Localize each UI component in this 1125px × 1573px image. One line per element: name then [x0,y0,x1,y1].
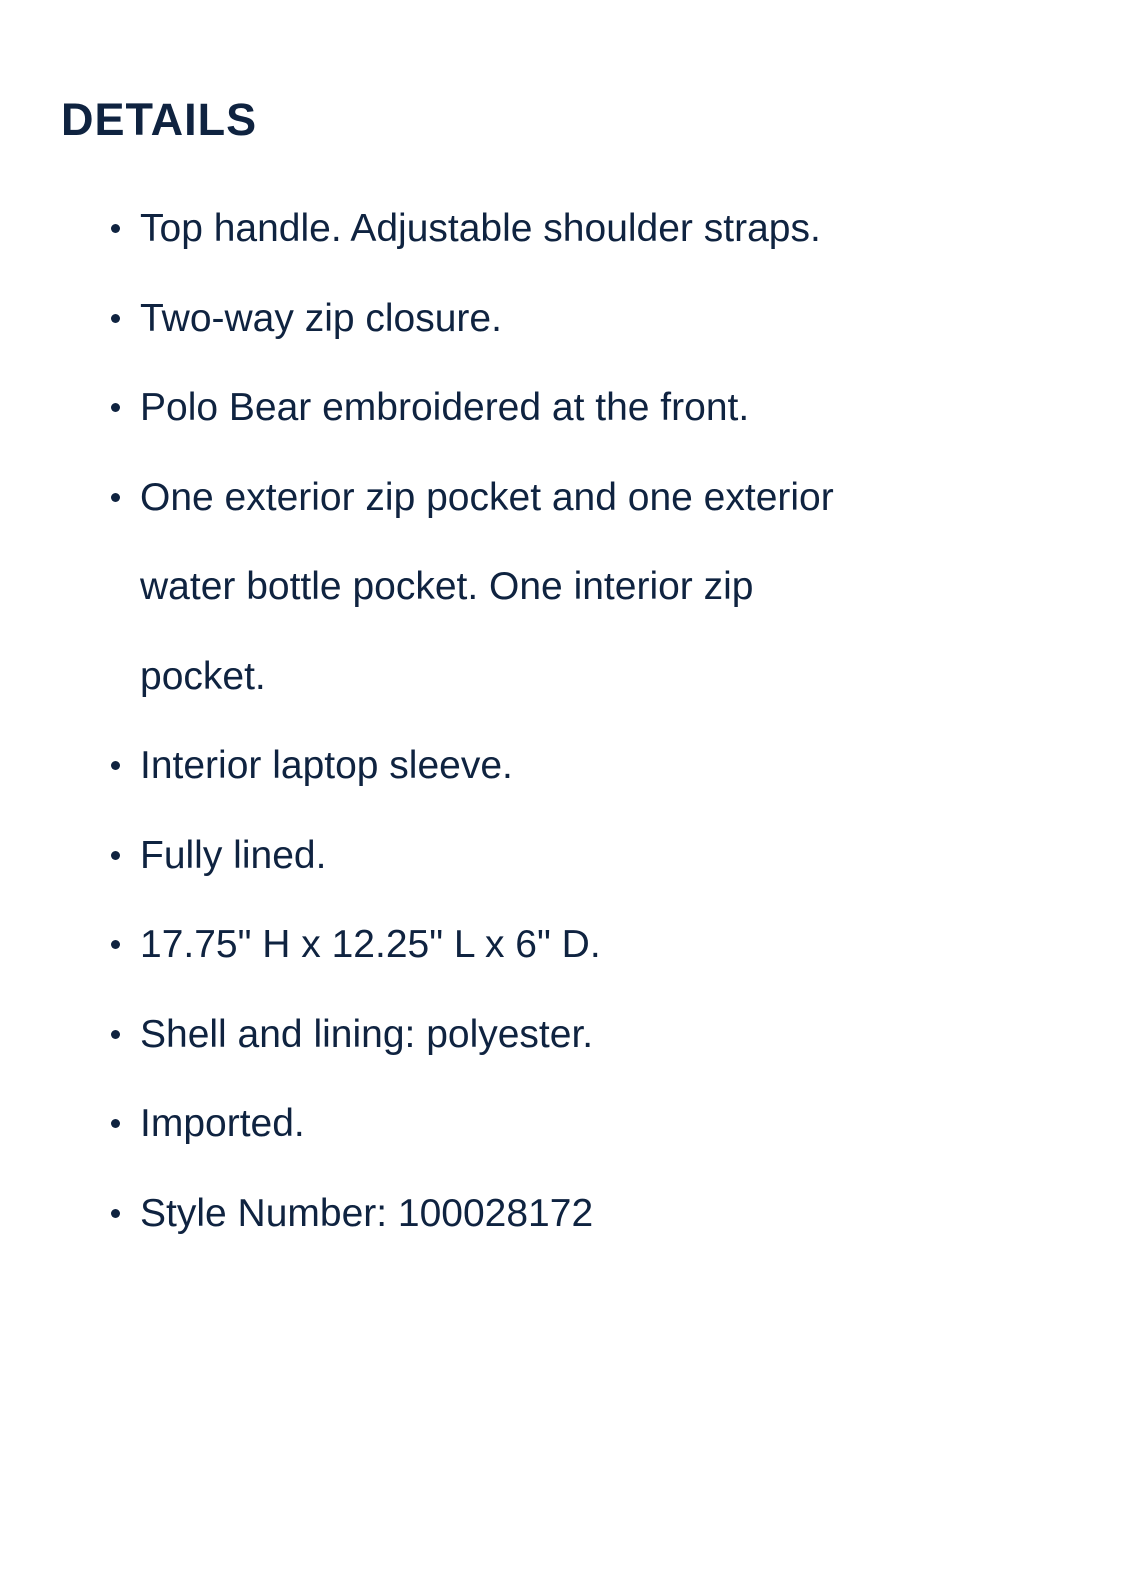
bullet-icon [111,314,120,323]
list-item-text: Fully lined. [140,833,327,877]
list-item [140,1169,1040,1259]
list-item-text: 17.75" H x 12.25" L x 6" D. [140,923,601,966]
bullet-icon [111,851,120,860]
list-item [140,184,1040,274]
list-item [140,1079,1040,1169]
list-item [140,363,1040,453]
style-number: Style Number: 100028172 [140,1191,594,1235]
list-item [140,721,1040,811]
list-item [140,274,1040,364]
list-item-text: Shell and lining: polyester. [140,1012,594,1056]
bullet-icon [111,1119,120,1128]
details-list [140,184,1040,1258]
list-item [140,900,1040,990]
list-item-text: Top handle. Adjustable shoulder straps. [140,207,821,250]
details-heading: DETAILS [61,94,258,145]
list-item-text: Two-way zip closure. [140,296,502,340]
bullet-icon [111,1209,120,1218]
bullet-icon [111,224,120,233]
list-item-text: Imported. [140,1102,305,1145]
bullet-icon [111,761,120,770]
bullet-icon [111,1030,120,1039]
bullet-icon [111,403,120,412]
list-item-text: One exterior zip pocket and one exterior water bottle pocket. One interior zip pocket. [140,475,834,698]
bullet-icon [111,940,120,949]
list-item-text: Interior laptop sleeve. [140,744,513,787]
list-item [140,990,1040,1080]
list-item [140,811,1040,901]
list-item-text: Polo Bear embroidered at the front. [140,386,750,429]
bullet-icon [111,493,120,502]
list-item [140,453,1040,722]
